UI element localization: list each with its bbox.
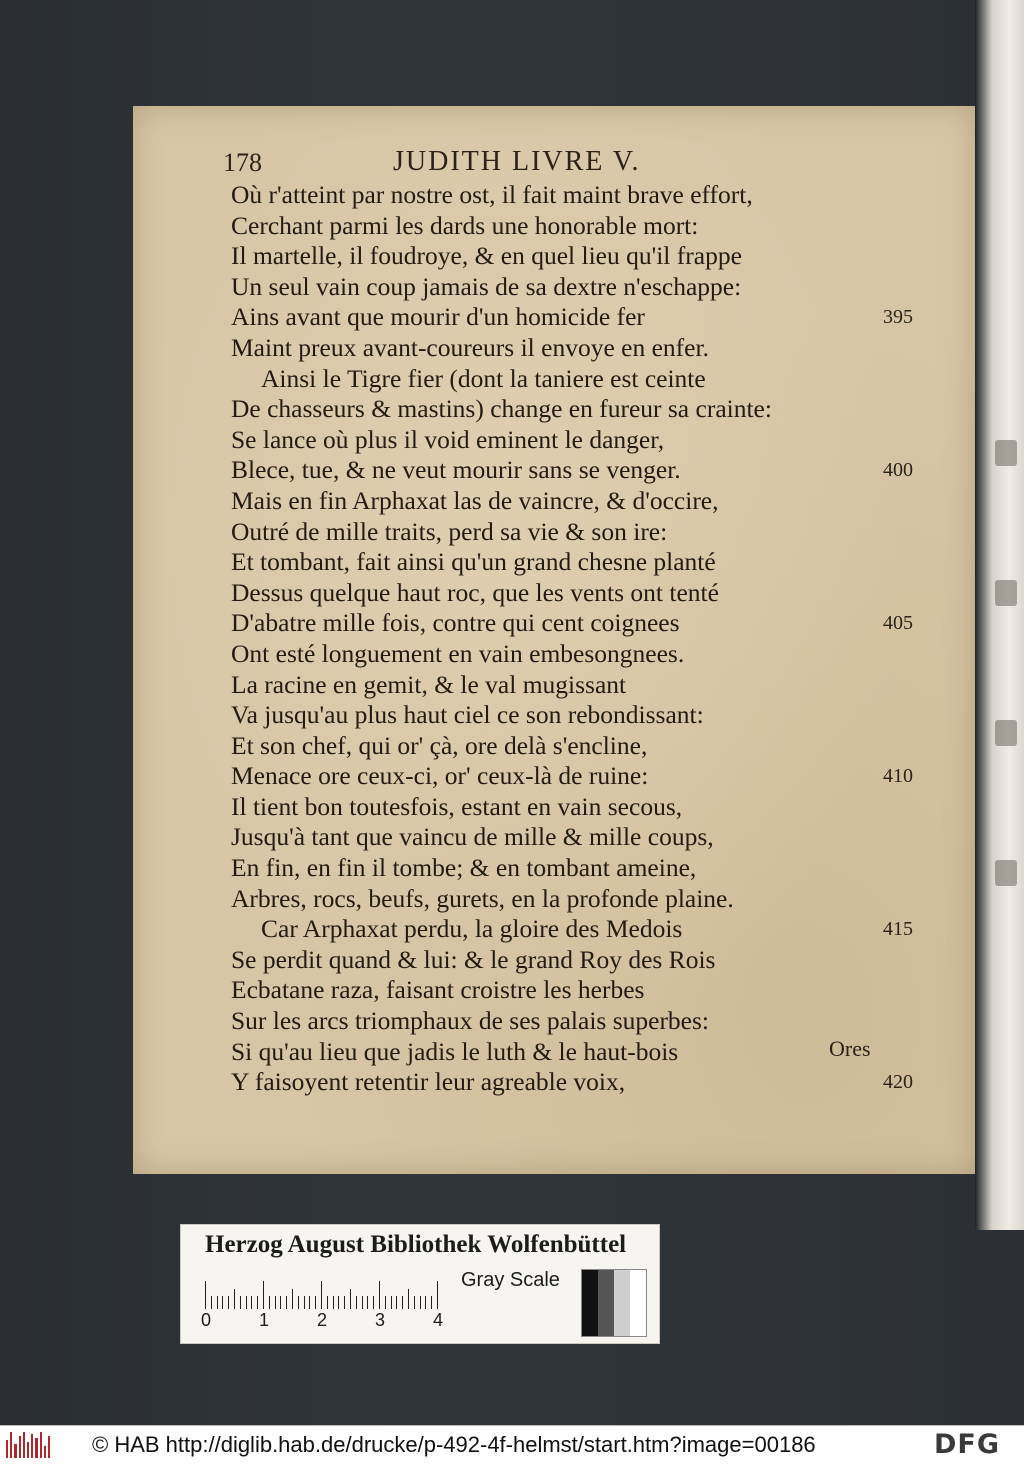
- verse-line: Menace ore ceux-ci, or' ceux-là de ruine:: [231, 761, 649, 791]
- catchword: Ores: [829, 1036, 871, 1061]
- running-head: [223, 146, 863, 180]
- verse-line: Ainsi le Tigre fier (dont la taniere est ceinte: [261, 363, 706, 393]
- ruler-tick: [217, 1296, 218, 1309]
- verse-line: Ains avant que mourir d'un homicide fer: [231, 302, 645, 332]
- ruler-tick: [402, 1296, 403, 1309]
- ruler-tick: [321, 1281, 322, 1309]
- hab-barcode-logo-icon: [6, 1432, 50, 1458]
- verse-line: La racine en gemit, & le val mugissant: [231, 669, 627, 699]
- scale-ruler: [201, 1275, 455, 1331]
- ruler-tick: [431, 1296, 432, 1309]
- gray-swatch: [582, 1270, 598, 1336]
- ruler-tick: [257, 1296, 258, 1309]
- ruler-tick: [315, 1296, 316, 1309]
- ruler-number: 4: [433, 1310, 444, 1330]
- verse-line-number: 415: [883, 918, 913, 941]
- ruler-tick: [333, 1296, 334, 1309]
- page-number: 178: [223, 148, 262, 177]
- gray-scale-swatches: [581, 1269, 647, 1337]
- gray-swatch: [598, 1270, 614, 1336]
- ruler-tick: [356, 1296, 357, 1309]
- verse-line: Se lance où plus il void eminent le danger,: [231, 424, 665, 454]
- adjacent-page-edge: [975, 0, 1024, 1230]
- ruler-tick: [350, 1289, 351, 1309]
- ruler-tick: [263, 1281, 264, 1309]
- ruler-tick: [246, 1296, 247, 1309]
- gray-swatch: [630, 1270, 646, 1336]
- verse-line: Un seul vain coup jamais de sa dextre n'eschappe:: [231, 271, 742, 301]
- ruler-tick: [391, 1296, 392, 1309]
- ruler-tick: [228, 1296, 229, 1309]
- verse-line: Arbres, rocs, beufs, gurets, en la profonde plaine.: [231, 883, 734, 913]
- verse-line: Et tombant, fait ainsi qu'un grand chesne planté: [231, 547, 716, 577]
- verse-line: Ecbatane raza, faisant croistre les herbes: [231, 975, 645, 1005]
- institution-name: Herzog August Bibliothek Wolfenbüttel: [205, 1231, 627, 1258]
- ruler-tick: [379, 1281, 380, 1309]
- ruler-number: 1: [259, 1310, 270, 1330]
- ruler-tick: [211, 1296, 212, 1309]
- ruler-tick: [251, 1296, 252, 1309]
- verse-line: Cerchant parmi les dards une honorable mort:: [231, 210, 699, 240]
- verse-line: Y faisoyent retentir leur agreable voix,: [231, 1067, 626, 1097]
- ruler-tick: [425, 1296, 426, 1309]
- ruler-tick: [367, 1296, 368, 1309]
- verse-line-number: 405: [883, 612, 913, 635]
- verse-line-number: 420: [883, 1071, 913, 1094]
- verse-line: De chasseurs & mastins) change en fureur sa crainte:: [231, 394, 772, 424]
- permalink-url[interactable]: © HAB http://diglib.hab.de/drucke/p-492-4f-helmst/start.htm?image=00186: [92, 1432, 816, 1457]
- ruler-number: 3: [375, 1310, 386, 1330]
- ruler-number: 2: [317, 1310, 328, 1330]
- verse-line: Il tient bon toutesfois, estant en vain secous,: [231, 791, 683, 821]
- ruler-number: 0: [201, 1310, 212, 1330]
- ruler-tick: [222, 1296, 223, 1309]
- verse-line-number: 395: [883, 306, 913, 329]
- ruler-tick: [286, 1296, 287, 1309]
- verse-line: Sur les arcs triomphaux de ses palais superbes:: [231, 1006, 710, 1036]
- verse-text: [231, 180, 851, 1098]
- verse-line-number: 410: [883, 765, 913, 788]
- library-color-card: [180, 1224, 660, 1344]
- verse-line-number: 400: [883, 459, 913, 482]
- book-page: [133, 106, 975, 1174]
- verse-line: Où r'atteint par nostre ost, il fait maint brave effort,: [231, 180, 753, 209]
- verse-line: Et son chef, qui or' çà, ore delà s'encline,: [231, 730, 648, 760]
- verse-line: Se perdit quand & lui: & le grand Roy des Rois: [231, 944, 716, 974]
- verse-line: D'abatre mille fois, contre qui cent coignees: [231, 608, 680, 638]
- verse-line: En fin, en fin il tombe; & en tombant ameine,: [231, 853, 697, 883]
- verse-line: Car Arphaxat perdu, la gloire des Medois: [261, 914, 683, 944]
- ruler-tick: [327, 1296, 328, 1309]
- ruler-tick: [385, 1296, 386, 1309]
- viewer-footer: [0, 1425, 1024, 1464]
- ruler-tick: [420, 1296, 421, 1309]
- verse-line: Ont esté longuement en vain embesongnees.: [231, 638, 685, 668]
- ruler-tick: [280, 1296, 281, 1309]
- verse-line: Mais en fin Arphaxat las de vaincre, & d'occire,: [231, 485, 719, 515]
- ruler-tick: [373, 1296, 374, 1309]
- verse-line: Outré de mille traits, perd sa vie & son ire:: [231, 516, 668, 546]
- ruler-tick: [362, 1296, 363, 1309]
- ruler-tick: [304, 1296, 305, 1309]
- ruler-tick: [234, 1289, 235, 1309]
- verse-line: Blece, tue, & ne veut mourir sans se venger.: [231, 455, 681, 485]
- verse-line: Dessus quelque haut roc, que les vents ont tenté: [231, 577, 719, 607]
- ruler-tick: [437, 1281, 438, 1309]
- ruler-tick: [292, 1289, 293, 1309]
- ruler-tick: [309, 1296, 310, 1309]
- verse-line: Si qu'au lieu que jadis le luth & le haut-bois: [231, 1036, 679, 1066]
- dfg-logo: DFG: [934, 1429, 1001, 1460]
- verse-line: Va jusqu'au plus haut ciel ce son rebondissant:: [231, 700, 704, 730]
- ruler-tick: [338, 1296, 339, 1309]
- verse-line: Il martelle, il foudroye, & en quel lieu qu'il frappe: [231, 241, 742, 271]
- verse-line: Jusqu'à tant que vaincu de mille & mille coups,: [231, 822, 714, 852]
- ruler-tick: [298, 1296, 299, 1309]
- running-title: JUDITH LIVRE V.: [393, 146, 641, 177]
- gray-scale-label: Gray Scale: [461, 1269, 560, 1291]
- ruler-tick: [408, 1289, 409, 1309]
- ruler-tick: [205, 1281, 206, 1309]
- ruler-tick: [396, 1296, 397, 1309]
- ruler-tick: [275, 1296, 276, 1309]
- ruler-tick: [414, 1296, 415, 1309]
- gray-swatch: [614, 1270, 630, 1336]
- ruler-tick: [269, 1296, 270, 1309]
- ruler-tick: [344, 1296, 345, 1309]
- ruler-tick: [240, 1296, 241, 1309]
- verse-line: Maint preux avant-coureurs il envoye en enfer.: [231, 332, 709, 362]
